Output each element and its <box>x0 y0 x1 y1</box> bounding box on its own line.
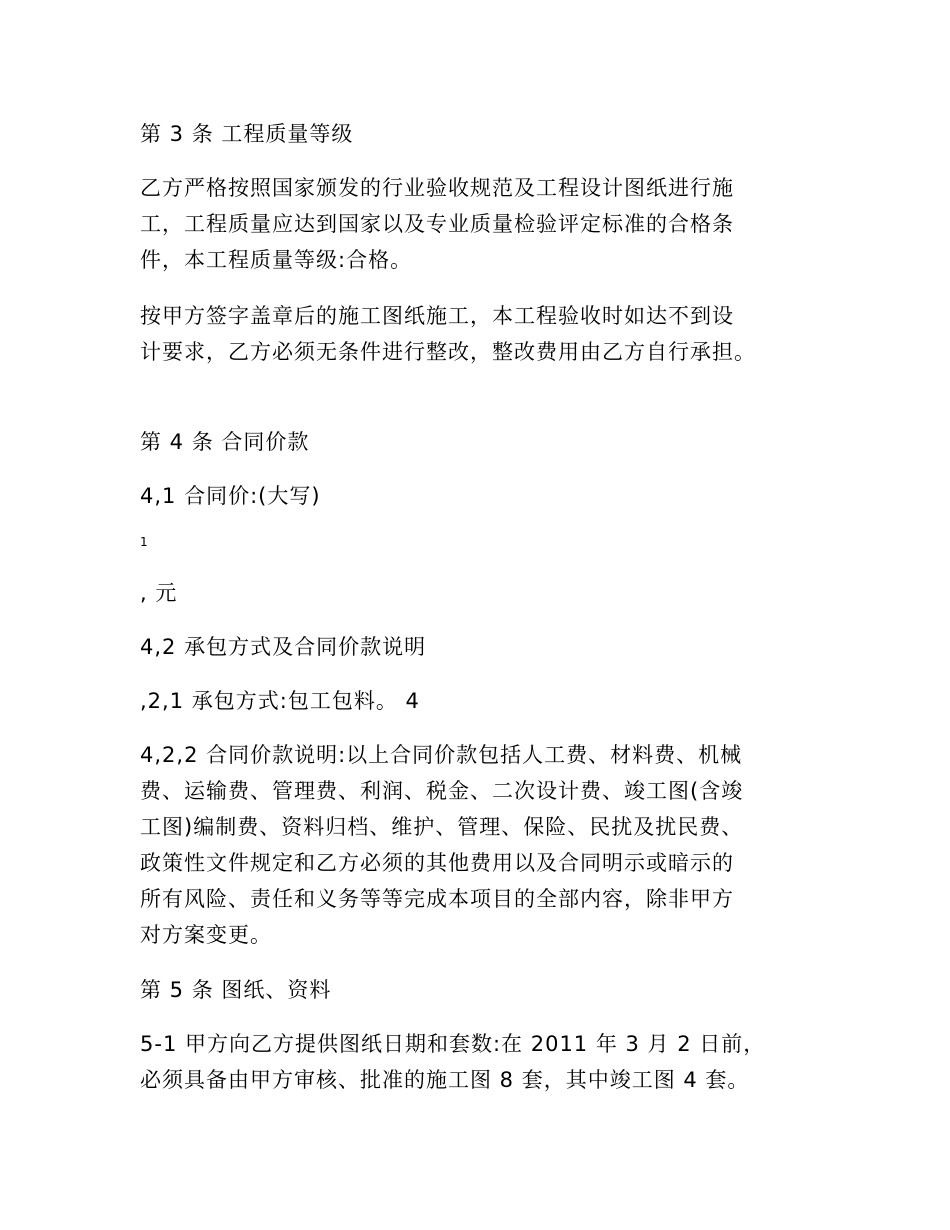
paragraph-line: 政策性文件规定和乙方必须的其他费用以及合同明示或暗示的 <box>140 851 734 875</box>
paragraph-line: 必须具备由甲方审核、批准的施工图 8 套，其中竣工图 4 套。 <box>140 1068 750 1092</box>
contract-mode-line: ,2,1 承包方式:包工包料。 4 <box>140 689 420 713</box>
price-unit-line: , 元 <box>140 581 178 605</box>
paragraph-line: 5-1 甲方向乙方提供图纸日期和套数:在 2011 年 3 月 2 日前， <box>140 1032 766 1056</box>
paragraph-line: 工，工程质量应达到国家以及专业质量检验评定标准的合格条 <box>140 212 734 236</box>
subsection-heading: 4,2 承包方式及合同价款说明 <box>140 635 427 659</box>
contract-price-line: 4,1 合同价:(大写) <box>140 484 321 508</box>
paragraph-line: 按甲方签字盖章后的施工图纸施工，本工程验收时如达不到设 <box>140 304 734 328</box>
paragraph-line: 费、运输费、管理费、利润、税金、二次设计费、竣工图(含竣 <box>140 779 744 803</box>
section-5-heading: 第 5 条 图纸、资料 <box>140 978 332 1002</box>
paragraph-line: 对方案变更。 <box>140 923 272 947</box>
paragraph-line: 计要求，乙方必须无条件进行整改，整改费用由乙方自行承担。 <box>140 340 756 364</box>
section-3-heading: 第 3 条 工程质量等级 <box>140 122 354 146</box>
footnote-marker: 1 <box>140 535 148 549</box>
paragraph-line: 件，本工程质量等级:合格。 <box>140 248 413 272</box>
paragraph-line: 4,2,2 合同价款说明:以上合同价款包括人工费、材料费、机械 <box>140 743 743 767</box>
paragraph-line: 乙方严格按照国家颁发的行业验收规范及工程设计图纸进行施 <box>140 176 734 200</box>
section-4-heading: 第 4 条 合同价款 <box>140 430 310 454</box>
paragraph-line: 所有风险、责任和义务等等完成本项目的全部内容，除非甲方 <box>140 887 734 911</box>
paragraph-line: 工图)编制费、资料归档、维护、管理、保险、民扰及扰民费、 <box>140 815 744 839</box>
